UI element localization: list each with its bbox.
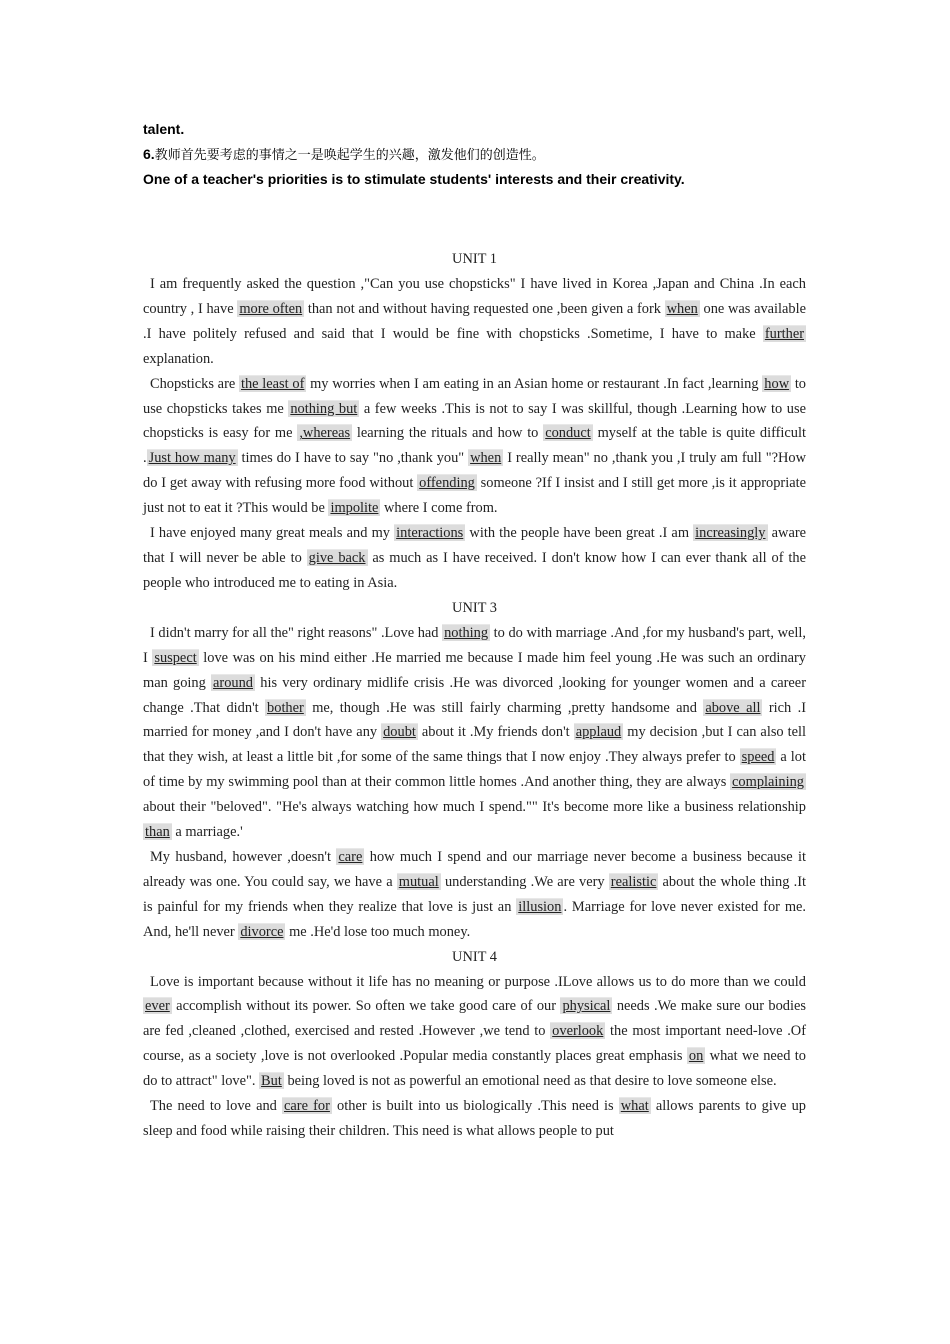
paragraph-text: where I come from. (380, 500, 498, 517)
fill-blank-answer: Just how many (148, 450, 236, 467)
paragraph-text: me .He'd lose too much money. (285, 923, 471, 940)
paragraph-text: being loved is not as powerful an emotional need as that desire to love someone else. (283, 1073, 777, 1090)
units-container (143, 247, 806, 1144)
fill-blank-answer: speed (741, 749, 775, 766)
paragraph-text: to use chopsticks takes me (143, 375, 807, 417)
fill-blank-answer: give back (308, 549, 366, 566)
paragraph-text: accomplish without its power. So often we take good care of our (171, 998, 561, 1015)
paragraph-text: one was available .I have politely refused and said that I would be fine with chopsticks .Sometime, I have to make (143, 300, 807, 342)
fill-blank-answer: realistic (610, 873, 657, 890)
fill-blank-answer: illusion (518, 898, 562, 915)
fill-blank-answer: care (338, 848, 363, 865)
fill-blank-answer: how (764, 375, 790, 392)
fill-blank-answer: complaining (732, 774, 804, 791)
unit-heading: UNIT 4 (452, 948, 497, 965)
paragraph-text: allows parents to give up sleep and food while raising their children. This need is what allows people to put (143, 1098, 806, 1139)
paragraph-text: the most important need-love .Of course, as a society ,love is not overlooked .Popular media constantly places great emphasis (143, 1023, 806, 1065)
paragraph-text: a marriage.' (171, 824, 243, 841)
fill-blank-answer: ever (145, 998, 170, 1015)
paragraph-text: love was on his mind either .He married me because I made him feel young .He was such an ordinary man going (143, 649, 806, 691)
paragraph-text: about the whole thing .It is painful for my friends when they realize that love is just an (143, 873, 807, 915)
paragraph-text: about their "beloved". "He's always watching how much I spend."" It's become more like a business relationship (143, 799, 806, 816)
paragraph (143, 845, 806, 945)
item-6-english: One of a teacher's priorities is to stimulate students' interests and their creativity. (143, 171, 685, 187)
fill-blank-answer: on (688, 1048, 704, 1065)
fill-blank-answer: the least of (240, 375, 305, 392)
paragraph-text: a few weeks .This is not to say I was skillful, though .Learning how to use chopsticks is easy for me (143, 400, 806, 442)
fill-blank-answer: impolite (330, 500, 379, 517)
fill-blank-answer: But (261, 1073, 282, 1090)
fill-blank-answer: mutual (398, 873, 439, 890)
paragraph-text: I didn't marry for all the" right reasons" .Love had (150, 624, 443, 641)
paragraph (143, 372, 806, 521)
fill-blank-answer: overlook (552, 1023, 604, 1040)
item-number: 6. (143, 146, 155, 162)
paragraph-text: me, though .He was still fairly charming ,pretty handsome and (305, 699, 704, 716)
paragraph-text: a lot of time by my swimming pool than at their common little homes .And another thing, they are always (143, 749, 806, 791)
paragraph (143, 970, 806, 1095)
fill-blank-answer: around (213, 674, 254, 691)
paragraph-text: other is built into us biologically .This need is (331, 1098, 619, 1115)
fill-blank-answer: divorce (240, 923, 284, 940)
fill-blank-answer: when (470, 450, 502, 467)
chinese-sentence: 教师首先要考虑的事情之一是唤起学生的兴趣，激发他们的创造性。 (154, 148, 545, 163)
fill-blank-answer: what (620, 1098, 649, 1115)
fill-blank-answer: physical (562, 998, 611, 1015)
spacer (143, 192, 806, 247)
paragraph-text: to do with marriage .And ,for my husband's part, well, I (143, 624, 806, 666)
paragraph-text: rich .I married for money ,and I don't have any (143, 699, 806, 741)
fill-blank-answer: ,whereas (299, 425, 351, 442)
paragraph-text: I have enjoyed many great meals and my (150, 525, 395, 542)
paragraph-text: Chopsticks are (150, 375, 239, 392)
paragraph (143, 272, 806, 372)
paragraph-text: learning the rituals and how to (352, 425, 544, 442)
fill-blank-answer: increasingly (695, 525, 766, 542)
paragraph-text: his very ordinary midlife crisis .He was divorced ,looking for younger women and a career change .That didn't (143, 674, 806, 716)
fill-blank-answer: doubt (383, 724, 416, 741)
paragraph-text: . Marriage for love never existed for me. And, he'll never (143, 898, 807, 940)
fill-blank-answer: when (666, 300, 698, 317)
fill-blank-answer: interactions (396, 525, 464, 542)
fill-blank-answer: than (145, 824, 170, 841)
fill-blank-answer: offending (419, 475, 475, 492)
paragraph-text: My husband, however ,doesn't (150, 848, 337, 865)
unit-heading: UNIT 3 (452, 599, 497, 616)
paragraph-text: myself at the table is quite difficult . (143, 425, 806, 467)
paragraph-text: explanation. (143, 350, 214, 367)
fill-blank-answer: nothing but (290, 400, 358, 417)
fill-blank-answer: conduct (545, 425, 591, 442)
paragraph-text: I am frequently asked the question ,"Can you use chopsticks" I have lived in Korea ,Japan and China .In each country , I have (143, 276, 806, 317)
page-content (143, 117, 806, 1144)
paragraph-text: I really mean" no ,thank you ,I truly am full "?How do I get away with refusing more food without (143, 450, 806, 492)
fill-blank-answer: further (764, 325, 804, 342)
paragraph-text: The need to love and (150, 1098, 283, 1115)
paragraph-text: my worries when I am eating in an Asian home or restaurant .In fact ,learning (306, 375, 763, 392)
paragraph-text: my decision ,but I can also tell that they wish, at least a little bit ,for some of the same things that I now enjoy .They always prefer to (143, 724, 807, 766)
paragraph-text: as much as I have received. I don't know how I can ever thank all of the people who introduced me to eating in Asia. (143, 549, 806, 591)
previous-item-tail: talent. (143, 121, 185, 137)
paragraph-text: what we need to do to attract" love". (143, 1048, 806, 1090)
paragraph (143, 521, 806, 596)
paragraph-text: aware that I will never be able to (143, 525, 807, 566)
fill-blank-answer: above all (705, 699, 761, 716)
paragraph-text: Love is important because without it life has no meaning or purpose .ILove allows us to do more than we could (150, 973, 806, 990)
fill-blank-answer: care for (284, 1098, 330, 1115)
unit-heading: UNIT 1 (452, 251, 497, 267)
paragraph-text: about it .My friends don't (417, 724, 574, 741)
paragraph-text: understanding .We are very (440, 873, 609, 890)
paragraph (143, 621, 806, 845)
fill-blank-answer: more often (239, 300, 303, 317)
fill-blank-answer: suspect (154, 649, 197, 666)
paragraph (143, 1094, 806, 1144)
paragraph-text: someone ?If I insist and I still get more ,is it appropriate just not to eat it ?This would be (143, 475, 806, 517)
paragraph-text: how much I spend and our marriage never become a business because it already was one. You could say, we have a (143, 848, 806, 890)
paragraph-text: times do I have to say "no ,thank you" (237, 450, 469, 467)
paragraph-text: needs .We make sure our bodies are fed ,cleaned ,clothed, exercised and rested .However ,we tend to (143, 998, 806, 1040)
item-6-chinese (143, 142, 806, 167)
fill-blank-answer: bother (267, 699, 304, 716)
paragraph-text: than not and without having requested one ,been given a fork (304, 300, 665, 317)
paragraph-text: with the people have been great .I am (465, 525, 694, 542)
fill-blank-answer: nothing (444, 624, 489, 641)
fill-blank-answer: applaud (575, 724, 622, 741)
